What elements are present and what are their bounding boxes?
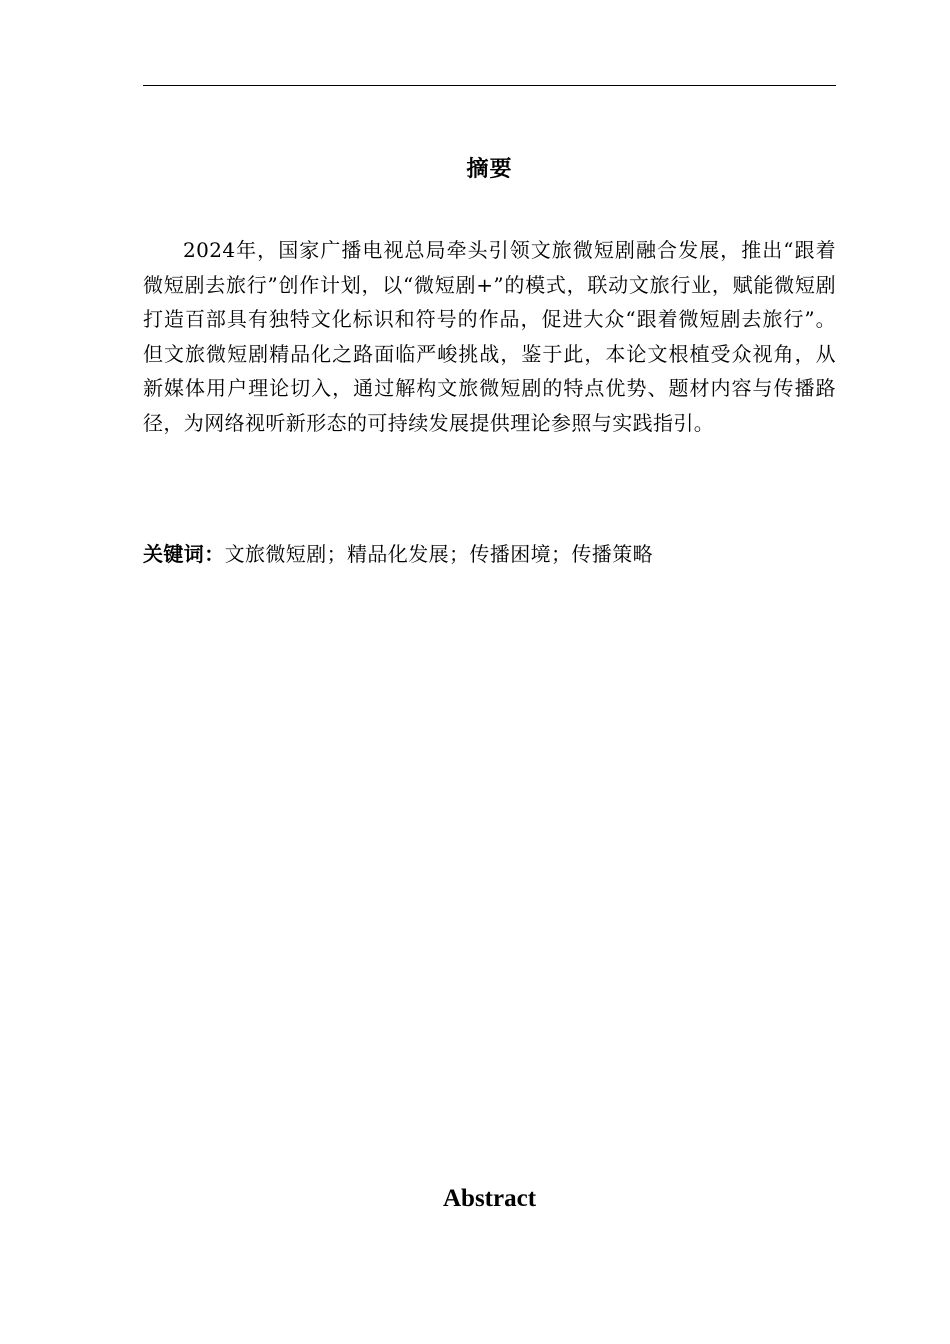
keywords-text: 文旅微短剧；精品化发展；传播困境；传播策略 bbox=[224, 542, 654, 566]
abstract-en-title: Abstract bbox=[442, 1185, 537, 1212]
keywords-line bbox=[143, 537, 836, 571]
header-rule bbox=[143, 85, 836, 86]
abstract-cn-body: 2024年，国家广播电视总局牵头引领文旅微短剧融合发展，推出“跟着微短剧去旅行”创作计划，以“微短剧+”的模式，联动文旅行业，赋能微短剧打造百部具有独特文化标识和符号的作品，促进大众“跟着微短剧去旅行”。但文旅微短剧精品化之路面临严峻挑战，鉴于此，本论文根植受众视角，从新媒体用户理论切入，通过解构文旅微短剧的特点优势、题材内容与传播路径，为网络视听新形态的可持续发展提供理论参照与实践指引。 bbox=[143, 238, 836, 435]
abstract-cn-title: 摘要 bbox=[466, 157, 513, 182]
keywords-label: 关键词： bbox=[143, 542, 225, 566]
